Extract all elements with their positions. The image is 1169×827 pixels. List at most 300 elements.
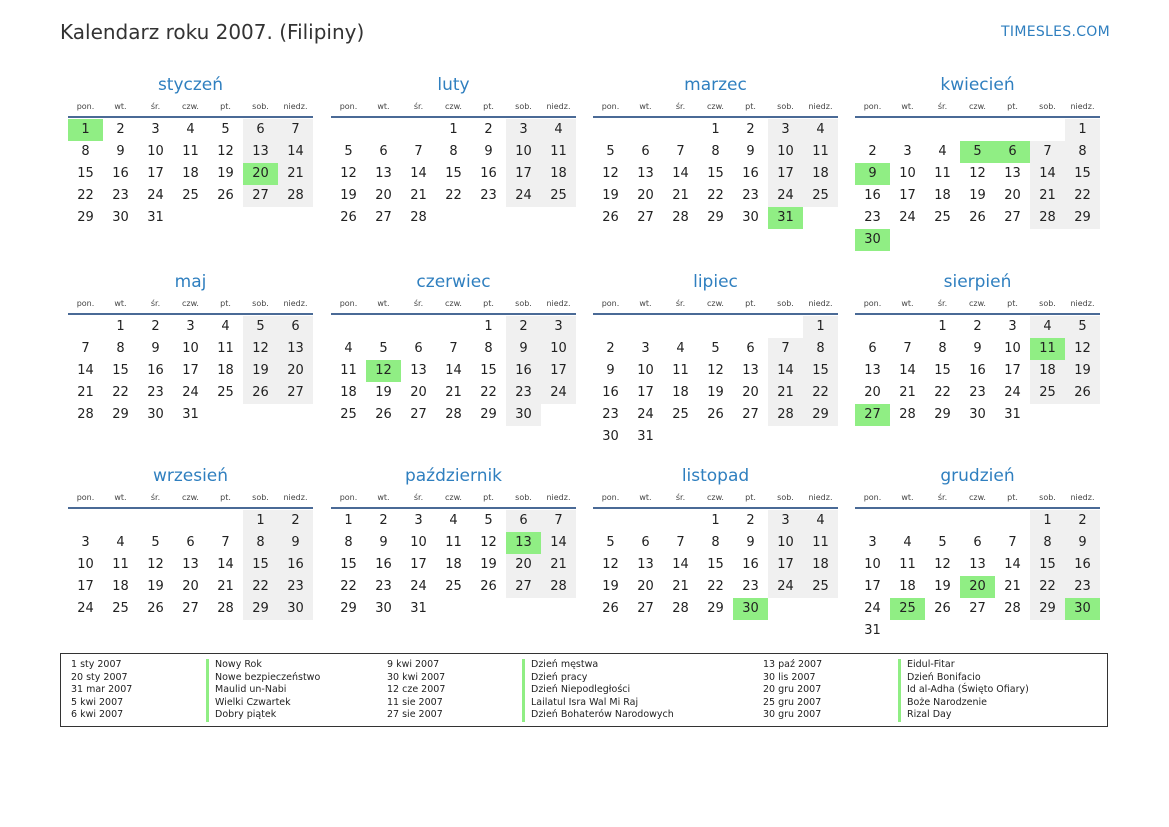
day-cell: 14 — [1030, 163, 1065, 185]
holiday-row — [71, 696, 291, 710]
holiday-row — [763, 671, 981, 685]
day-cell: 6 — [973, 535, 982, 550]
day-cell: 25 — [934, 210, 951, 225]
day-cell: 29 — [243, 598, 278, 620]
day-cell: 7 — [221, 535, 230, 550]
holiday-row — [71, 659, 262, 672]
empty-cell — [890, 510, 925, 532]
day-cell: 27 — [243, 185, 278, 207]
weekday-label: wt. — [901, 493, 914, 502]
day-cell: 25 — [182, 188, 199, 203]
day-cell: 26 — [969, 210, 986, 225]
day-cell: 5 — [484, 513, 493, 528]
day-cell: 28 — [899, 407, 916, 422]
day-cell: 17 — [899, 188, 916, 203]
day-cell: 27 — [969, 601, 986, 616]
empty-cell — [68, 510, 103, 532]
day-cell: 15 — [340, 557, 357, 572]
day-cell: 3 — [768, 510, 803, 532]
days-grid — [331, 510, 576, 620]
month-5 — [68, 271, 313, 426]
day-cell: 11 — [541, 141, 576, 163]
holiday-date: 5 kwi 2007 — [71, 696, 124, 708]
holiday-date: 20 gru 2007 — [763, 684, 822, 696]
empty-cell — [436, 316, 471, 338]
empty-cell — [995, 510, 1030, 532]
day-cell: 13 — [637, 166, 654, 181]
day-cell: 28 — [278, 185, 313, 207]
holiday-name: Lailatul Isra Wal Mi Raj — [522, 697, 638, 710]
day-cell: 4 — [541, 119, 576, 141]
weekday-header — [331, 101, 576, 118]
weekday-label: niedz. — [546, 299, 571, 308]
day-cell: 11 — [803, 141, 838, 163]
day-cell: 13 — [742, 363, 759, 378]
weekday-header — [855, 298, 1100, 315]
day-cell: 18 — [672, 385, 689, 400]
month-name: maj — [174, 272, 207, 292]
day-cell: 27 — [375, 210, 392, 225]
day-cell: 28 — [1004, 601, 1021, 616]
weekday-label: pt. — [745, 299, 756, 308]
day-cell: 8 — [938, 341, 947, 356]
day-cell: 5 — [379, 341, 388, 356]
month-3 — [593, 74, 838, 229]
day-cell: 23 — [1065, 576, 1100, 598]
day-cell: 12 — [969, 166, 986, 181]
month-name: wrzesień — [152, 466, 229, 486]
day-cell: 28 — [768, 404, 803, 426]
day-cell: 15 — [112, 363, 129, 378]
empty-cell — [366, 119, 401, 141]
day-cell: 19 — [969, 188, 986, 203]
day-cell: 7 — [903, 341, 912, 356]
day-cell: 27 — [637, 601, 654, 616]
day-cell: 9 — [973, 341, 982, 356]
day-cell: 8 — [243, 532, 278, 554]
day-cell: 8 — [711, 535, 720, 550]
day-cell: 7 — [1008, 535, 1017, 550]
holiday-row — [387, 671, 588, 685]
day-cell: 12 — [602, 166, 619, 181]
day-cell: 3 — [903, 144, 912, 159]
day-cell: 20 — [278, 360, 313, 382]
day-cell: 9 — [151, 341, 160, 356]
holiday-name: Eidul-Fitar — [898, 659, 955, 672]
day-cell: 10 — [541, 338, 576, 360]
day-cell: 26 — [217, 188, 234, 203]
empty-cell — [138, 510, 173, 532]
weekday-label: pt. — [1007, 493, 1018, 502]
day-cell: 6 — [868, 341, 877, 356]
day-cell: 25 — [803, 576, 838, 598]
day-cell: 18 — [541, 163, 576, 185]
weekday-label: wt. — [377, 299, 390, 308]
day-cell: 2 — [1065, 510, 1100, 532]
day-cell: 29 — [1065, 207, 1100, 229]
holiday-day-cell: 31 — [768, 207, 803, 229]
day-cell: 25 — [1030, 382, 1065, 404]
day-cell: 15 — [934, 363, 951, 378]
holiday-column — [71, 659, 321, 722]
day-cell: 5 — [243, 316, 278, 338]
day-cell: 16 — [112, 166, 129, 181]
day-cell: 30 — [602, 429, 619, 444]
day-cell: 6 — [414, 341, 423, 356]
day-cell: 16 — [742, 166, 759, 181]
day-cell: 17 — [182, 363, 199, 378]
empty-cell — [103, 510, 138, 532]
day-cell: 23 — [112, 188, 129, 203]
day-cell: 5 — [151, 535, 160, 550]
day-cell: 10 — [182, 341, 199, 356]
day-cell: 21 — [410, 188, 427, 203]
empty-cell — [331, 316, 366, 338]
day-cell: 9 — [379, 535, 388, 550]
day-cell: 19 — [707, 385, 724, 400]
month-name: czerwiec — [416, 272, 491, 292]
days-grid — [855, 316, 1100, 426]
day-cell: 20 — [182, 579, 199, 594]
day-cell: 11 — [899, 557, 916, 572]
month-name: lipiec — [693, 272, 738, 292]
day-cell: 4 — [938, 144, 947, 159]
weekday-label: pon. — [76, 299, 95, 308]
holiday-name: Wielki Czwartek — [206, 697, 291, 710]
day-cell: 19 — [602, 579, 619, 594]
holiday-name: Dzień Bonifacio — [898, 672, 981, 685]
day-cell: 10 — [506, 141, 541, 163]
day-cell: 19 — [1065, 360, 1100, 382]
month-name: kwiecień — [940, 75, 1015, 95]
weekday-label: czw. — [707, 102, 724, 111]
day-cell: 3 — [186, 319, 195, 334]
day-cell: 25 — [340, 407, 357, 422]
empty-cell — [628, 510, 663, 532]
day-cell: 15 — [707, 166, 724, 181]
day-cell: 18 — [1030, 360, 1065, 382]
weekday-label: czw. — [969, 299, 986, 308]
day-cell: 9 — [484, 144, 493, 159]
day-cell: 18 — [182, 166, 199, 181]
day-cell: 14 — [278, 141, 313, 163]
holiday-day-cell: 6 — [995, 141, 1030, 163]
day-cell: 29 — [112, 407, 129, 422]
weekday-label: czw. — [445, 493, 462, 502]
weekday-label: czw. — [707, 299, 724, 308]
holiday-date: 9 kwi 2007 — [387, 659, 440, 670]
day-cell: 6 — [243, 119, 278, 141]
day-cell: 2 — [746, 122, 755, 137]
days-grid — [68, 316, 313, 426]
day-cell: 28 — [672, 601, 689, 616]
holiday-name: Boże Narodzenie — [898, 697, 987, 710]
month-12 — [855, 465, 1100, 642]
weekday-header — [593, 298, 838, 315]
empty-cell — [663, 316, 698, 338]
day-cell: 4 — [116, 535, 125, 550]
empty-cell — [593, 510, 628, 532]
holiday-name: Id al-Adha (Święto Ofiary) — [898, 684, 1029, 697]
day-cell: 10 — [410, 535, 427, 550]
day-cell: 30 — [375, 601, 392, 616]
month-1 — [68, 74, 313, 229]
month-11 — [593, 465, 838, 620]
day-cell: 29 — [707, 210, 724, 225]
weekday-label: pon. — [339, 299, 358, 308]
day-cell: 17 — [864, 579, 881, 594]
day-cell: 22 — [1030, 576, 1065, 598]
empty-cell — [925, 510, 960, 532]
day-cell: 22 — [480, 385, 497, 400]
empty-cell — [890, 316, 925, 338]
holiday-name: Dzień Niepodległości — [522, 684, 630, 697]
holiday-column — [763, 659, 1029, 722]
day-cell: 19 — [375, 385, 392, 400]
holiday-row — [763, 684, 1029, 697]
day-cell: 21 — [217, 579, 234, 594]
day-cell: 5 — [606, 535, 615, 550]
day-cell: 1 — [1065, 119, 1100, 141]
day-cell: 18 — [112, 579, 129, 594]
weekday-label: wt. — [114, 299, 127, 308]
day-cell: 11 — [340, 363, 357, 378]
day-cell: 13 — [864, 363, 881, 378]
weekday-header — [593, 101, 838, 118]
month-10 — [331, 465, 576, 620]
holiday-name: Rizal Day — [898, 709, 951, 722]
day-cell: 8 — [484, 341, 493, 356]
day-cell: 15 — [707, 557, 724, 572]
weekday-label: pt. — [220, 493, 231, 502]
day-cell: 29 — [803, 404, 838, 426]
day-cell: 4 — [186, 122, 195, 137]
weekday-label: niedz. — [546, 493, 571, 502]
day-cell: 7 — [768, 338, 803, 360]
holiday-day-cell: 30 — [733, 598, 768, 620]
weekday-label: pon. — [863, 102, 882, 111]
empty-cell — [768, 316, 803, 338]
holiday-name: Nowe bezpieczeństwo — [206, 672, 320, 685]
day-cell: 22 — [112, 385, 129, 400]
holiday-name: Dzień Bohaterów Narodowych — [522, 709, 674, 722]
day-cell: 13 — [637, 557, 654, 572]
brand-link[interactable]: TIMESLES.COM — [1001, 24, 1110, 40]
day-cell: 30 — [147, 407, 164, 422]
day-cell: 12 — [340, 166, 357, 181]
weekday-header — [331, 492, 576, 509]
day-cell: 12 — [480, 535, 497, 550]
weekday-label: niedz. — [1070, 102, 1095, 111]
day-cell: 10 — [899, 166, 916, 181]
empty-cell — [995, 119, 1030, 141]
day-cell: 21 — [768, 382, 803, 404]
empty-cell — [366, 316, 401, 338]
day-cell: 24 — [899, 210, 916, 225]
empty-cell — [628, 316, 663, 338]
day-cell: 13 — [410, 363, 427, 378]
day-cell: 3 — [768, 119, 803, 141]
weekday-label: sob. — [515, 102, 532, 111]
holiday-row — [387, 696, 639, 710]
day-cell: 18 — [899, 579, 916, 594]
weekday-label: niedz. — [1070, 493, 1095, 502]
day-cell: 19 — [147, 579, 164, 594]
day-cell: 31 — [637, 429, 654, 444]
day-cell: 16 — [278, 554, 313, 576]
day-cell: 6 — [379, 144, 388, 159]
holiday-day-cell: 1 — [68, 119, 103, 141]
day-cell: 2 — [973, 319, 982, 334]
days-grid — [855, 119, 1100, 251]
day-cell: 25 — [445, 579, 462, 594]
day-cell: 21 — [541, 554, 576, 576]
holiday-row — [71, 709, 277, 722]
empty-cell — [855, 316, 890, 338]
day-cell: 26 — [340, 210, 357, 225]
day-cell: 28 — [410, 210, 427, 225]
day-cell: 4 — [344, 341, 353, 356]
day-cell: 11 — [934, 166, 951, 181]
day-cell: 6 — [506, 510, 541, 532]
weekday-label: sob. — [777, 102, 794, 111]
day-cell: 19 — [243, 360, 278, 382]
day-cell: 1 — [711, 513, 720, 528]
empty-cell — [208, 510, 243, 532]
day-cell: 23 — [506, 382, 541, 404]
day-cell: 10 — [864, 557, 881, 572]
day-cell: 9 — [278, 532, 313, 554]
month-name: październik — [404, 466, 503, 486]
day-cell: 22 — [243, 576, 278, 598]
weekday-label: sob. — [777, 299, 794, 308]
weekday-label: śr. — [413, 493, 424, 502]
day-cell: 10 — [637, 363, 654, 378]
day-cell: 23 — [147, 385, 164, 400]
weekday-label: pon. — [339, 493, 358, 502]
weekday-label: pon. — [76, 102, 95, 111]
day-cell: 6 — [186, 535, 195, 550]
day-cell: 20 — [410, 385, 427, 400]
day-cell: 29 — [707, 601, 724, 616]
day-cell: 31 — [147, 210, 164, 225]
day-cell: 23 — [742, 188, 759, 203]
day-cell: 1 — [449, 122, 458, 137]
holiday-date: 27 sie 2007 — [387, 709, 443, 721]
day-cell: 16 — [480, 166, 497, 181]
day-cell: 12 — [602, 557, 619, 572]
weekday-label: sob. — [252, 102, 269, 111]
holiday-row — [763, 696, 987, 710]
weekday-label: pt. — [220, 102, 231, 111]
empty-cell — [960, 510, 995, 532]
day-cell: 3 — [151, 122, 160, 137]
weekday-label: pon. — [601, 493, 620, 502]
day-cell: 16 — [1065, 554, 1100, 576]
day-cell: 20 — [637, 579, 654, 594]
holiday-date: 30 lis 2007 — [763, 671, 816, 683]
day-cell: 29 — [77, 210, 94, 225]
day-cell: 18 — [803, 554, 838, 576]
day-cell: 6 — [641, 535, 650, 550]
holiday-day-cell: 9 — [855, 163, 890, 185]
empty-cell — [890, 119, 925, 141]
day-cell: 9 — [606, 363, 615, 378]
weekday-label: pt. — [1007, 102, 1018, 111]
day-cell: 2 — [506, 316, 541, 338]
day-cell: 28 — [672, 210, 689, 225]
day-cell: 28 — [445, 407, 462, 422]
holiday-date: 12 cze 2007 — [387, 684, 446, 696]
holiday-day-cell: 30 — [855, 229, 890, 251]
day-cell: 26 — [707, 407, 724, 422]
day-cell: 20 — [1004, 188, 1021, 203]
day-cell: 5 — [711, 341, 720, 356]
holiday-date: 30 kwi 2007 — [387, 671, 446, 683]
day-cell: 31 — [1004, 407, 1021, 422]
month-4 — [855, 74, 1100, 251]
holiday-day-cell: 20 — [960, 576, 995, 598]
day-cell: 28 — [541, 576, 576, 598]
day-cell: 6 — [641, 144, 650, 159]
day-cell: 26 — [602, 601, 619, 616]
weekday-label: czw. — [969, 493, 986, 502]
day-cell: 3 — [641, 341, 650, 356]
day-cell: 11 — [182, 144, 199, 159]
day-cell: 22 — [77, 188, 94, 203]
holiday-day-cell: 13 — [506, 532, 541, 554]
weekday-label: niedz. — [808, 493, 833, 502]
day-cell: 12 — [217, 144, 234, 159]
day-cell: 7 — [278, 119, 313, 141]
weekday-label: pon. — [601, 299, 620, 308]
day-cell: 14 — [445, 363, 462, 378]
days-grid — [68, 510, 313, 620]
holiday-name: Maulid un-Nabi — [206, 684, 286, 697]
day-cell: 14 — [217, 557, 234, 572]
month-name: luty — [437, 75, 470, 95]
weekday-label: sob. — [1039, 493, 1056, 502]
holiday-date: 25 gru 2007 — [763, 696, 822, 708]
empty-cell — [628, 119, 663, 141]
day-cell: 11 — [803, 532, 838, 554]
weekday-label: wt. — [114, 493, 127, 502]
day-cell: 16 — [506, 360, 541, 382]
day-cell: 29 — [480, 407, 497, 422]
day-cell: 24 — [768, 576, 803, 598]
day-cell: 26 — [1065, 382, 1100, 404]
holiday-name: Dzień pracy — [522, 672, 587, 685]
weekday-label: śr. — [675, 102, 686, 111]
weekday-label: pon. — [76, 493, 95, 502]
day-cell: 18 — [340, 385, 357, 400]
day-cell: 10 — [768, 141, 803, 163]
day-cell: 25 — [541, 185, 576, 207]
day-cell: 28 — [1030, 207, 1065, 229]
holiday-name: Dzień męstwa — [522, 659, 598, 672]
day-cell: 9 — [746, 144, 755, 159]
day-cell: 30 — [278, 598, 313, 620]
weekday-label: śr. — [937, 493, 948, 502]
empty-cell — [960, 119, 995, 141]
weekday-header — [68, 101, 313, 118]
day-cell: 21 — [1030, 185, 1065, 207]
day-cell: 4 — [803, 510, 838, 532]
day-cell: 8 — [1030, 532, 1065, 554]
day-cell: 15 — [480, 363, 497, 378]
holiday-date: 31 mar 2007 — [71, 684, 133, 696]
weekday-label: wt. — [639, 102, 652, 111]
